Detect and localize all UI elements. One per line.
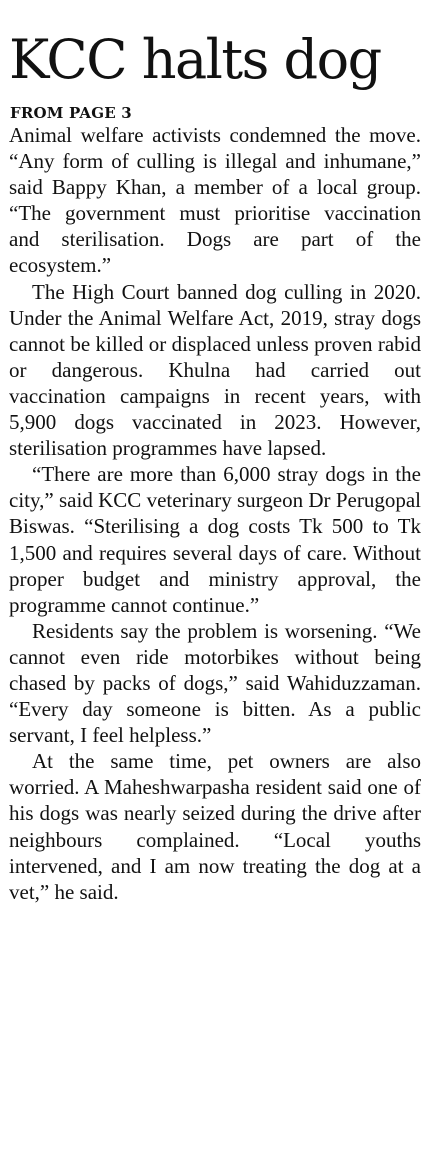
paragraph: Residents say the problem is worsening. “We cannot even ride motorbikes without being chased by packs of dogs,” said Wahiduzzaman. “Every day someone is bitten. As a public servant, I feel helpless.” — [9, 618, 421, 748]
paragraph: The High Court banned dog culling in 2020. Under the Animal Welfare Act, 2019, stray dogs cannot be killed or displaced unless proven rabid or dangerous. Khulna had carried out vaccination campaigns in recent years, with 5,900 dogs vaccinated in 2023. However, sterilisation programmes have lapsed. — [9, 279, 421, 461]
paragraph: At the same time, pet owners are also worried. A Maheshwarpasha resident said one of his dogs was nearly seized during the drive after neighbours complained. “Local youths intervened, and I am now treating the dog at a vet,” he said. — [9, 749, 421, 904]
jump-line: FROM PAGE 3 — [10, 104, 132, 122]
article-body — [9, 122, 421, 905]
paragraph: Animal welfare activists condemned the move. “Any form of culling is illegal and inhumane,” said Bappy Khan, a member of a local group. “The government must prioritise vaccination and sterilisation. Dogs are part of the ecosystem.” — [9, 123, 421, 278]
paragraph: “There are more than 6,000 stray dogs in the city,” said KCC veterinary surgeon Dr Perugopal Biswas. “Sterilising a dog costs Tk 500 to Tk 1,500 and requires several days of care. Without proper budget and ministry approval, the programme cannot continue.” — [9, 462, 421, 617]
headline: KCC halts dog — [9, 28, 381, 91]
news-article — [9, 0, 421, 905]
